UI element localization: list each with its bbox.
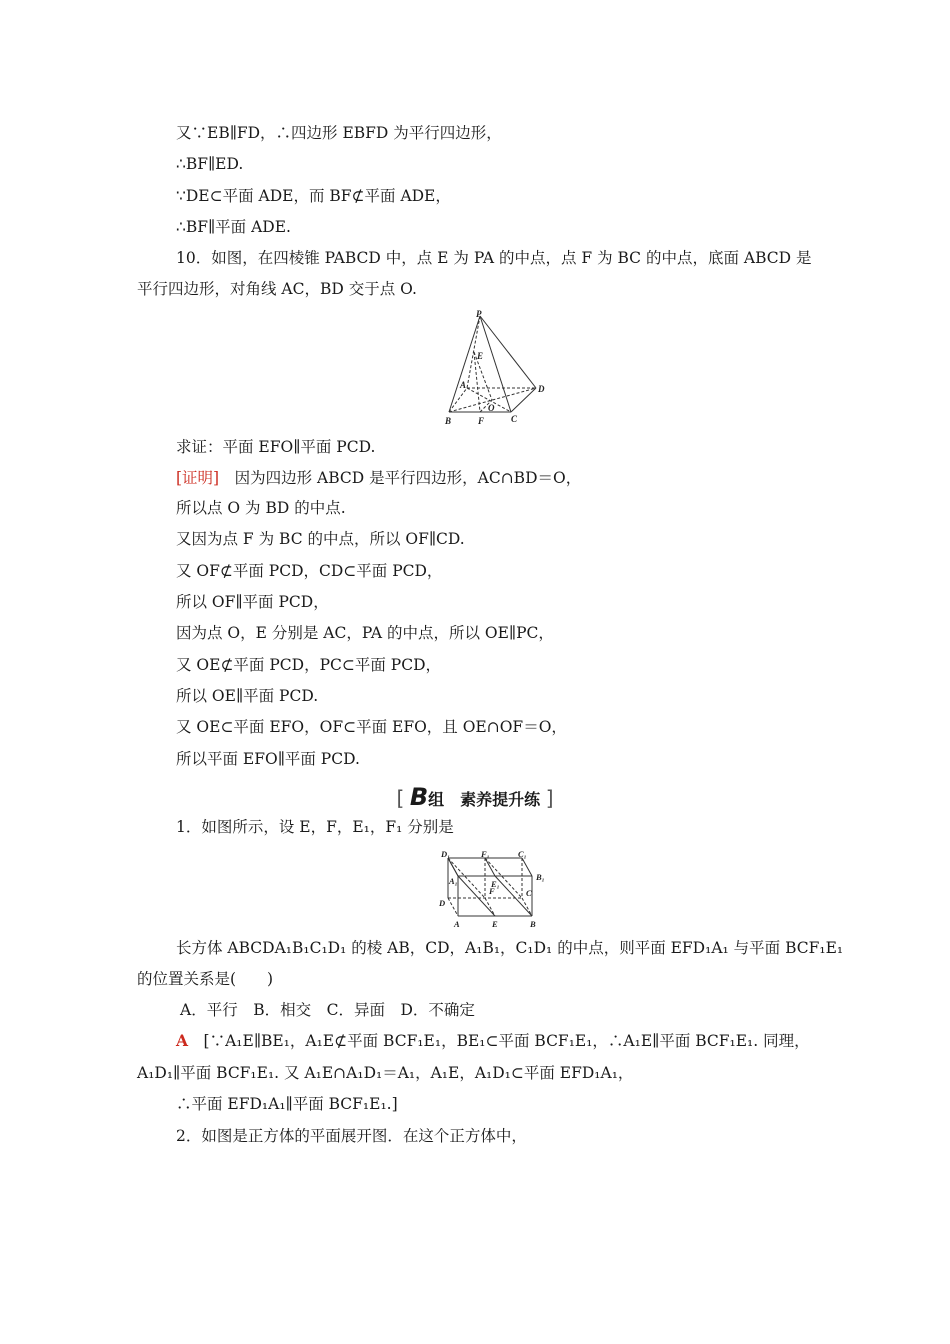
proof-line: 又 OF⊄平面 PCD，CD⊂平面 PCD， bbox=[176, 562, 443, 580]
text-line: 又∵EB∥FD，∴四边形 EBFD 为平行四边形， bbox=[176, 124, 502, 142]
answer-letter: A bbox=[176, 1031, 189, 1050]
label-B: B bbox=[530, 919, 536, 929]
question-2-intro: 2．如图是正方体的平面展开图．在这个正方体中， bbox=[176, 1127, 527, 1145]
section-letter: B bbox=[409, 783, 429, 811]
explanation-line bbox=[176, 1030, 810, 1052]
problem-10-statement: 10．如图，在四棱锥 PABCD 中，点 E 为 PA 的中点，点 F 为 BC 的中点，底面 ABCD 是 bbox=[176, 249, 812, 267]
proof-line: 所以 OE∥平面 PCD. bbox=[176, 687, 319, 705]
problem-10-statement-cont: 平行四边形，对角线 AC，BD 交于点 O. bbox=[137, 280, 417, 298]
label-B: B bbox=[445, 416, 452, 426]
proof-tag: [证明] bbox=[176, 469, 220, 487]
label-A: A bbox=[460, 380, 467, 390]
question-1-body-cont: 的位置关系是( ) bbox=[137, 970, 274, 988]
label-A: A bbox=[454, 919, 460, 929]
explanation-line: A₁D₁∥平面 BCF₁E₁. 又 A₁E∩A₁D₁＝A₁，A₁E，A₁D₁⊂平面 EFD₁A₁， bbox=[137, 1064, 634, 1082]
label-D: D bbox=[439, 898, 446, 908]
text-line: ∵DE⊂平面 ADE，而 BF⊄平面 ADE， bbox=[176, 187, 451, 205]
proof-line: 所以点 O 为 BD 的中点. bbox=[176, 499, 346, 517]
answer-options: A．平行 B．相交 C．异面 D．不确定 bbox=[180, 1001, 475, 1019]
explanation-text: [∵A₁E∥BE₁，A₁E⊄平面 BCF₁E₁，BE₁⊂平面 BCF₁E₁，∴A₁E∥平面 BCF₁E₁. 同理， bbox=[203, 1032, 810, 1050]
text-line: ∴BF∥平面 ADE. bbox=[176, 218, 291, 236]
label-C: C bbox=[511, 414, 518, 424]
cuboid-figure bbox=[436, 848, 556, 930]
bracket-open: [ bbox=[396, 786, 405, 810]
label-P: P bbox=[476, 309, 482, 319]
question-1-body: 长方体 ABCDA₁B₁C₁D₁ 的棱 AB，CD，A₁B₁，C₁D₁ 的中点，则平面 EFD₁A₁ 与平面 BCF₁E₁ bbox=[176, 939, 844, 957]
label-B1: B₁ bbox=[536, 872, 545, 882]
label-F: F bbox=[478, 416, 485, 426]
label-E: E bbox=[477, 351, 484, 361]
label-A1: A₁ bbox=[449, 876, 458, 886]
label-D: D bbox=[538, 384, 545, 394]
section-heading-b bbox=[0, 783, 950, 811]
proof-line: 又因为点 F 为 BC 的中点，所以 OF∥CD. bbox=[176, 530, 465, 548]
proof-text: 因为四边形 ABCD 是平行四边形，AC∩BD＝O， bbox=[234, 469, 582, 487]
proof-line: 又 OE⊄平面 PCD，PC⊂平面 PCD， bbox=[176, 656, 441, 674]
label-E: E bbox=[492, 919, 498, 929]
explanation-line: ∴平面 EFD₁A₁∥平面 BCF₁E₁.] bbox=[176, 1095, 398, 1113]
proof-line: 因为点 O，E 分别是 AC，PA 的中点，所以 OE∥PC， bbox=[176, 624, 554, 642]
question-1-intro: 1．如图所示，设 E，F，E₁，F₁ 分别是 bbox=[176, 818, 454, 836]
proof-line: 又 OE⊂平面 EFO，OF⊂平面 EFO，且 OE∩OF＝O， bbox=[176, 718, 567, 736]
label-F1: F₁ bbox=[481, 849, 490, 859]
prove-statement: 求证：平面 EFO∥平面 PCD. bbox=[176, 438, 376, 456]
label-C1: C₁ bbox=[518, 849, 527, 859]
label-D1: D₁ bbox=[441, 849, 451, 859]
section-label: 组 素养提升练 bbox=[428, 790, 541, 809]
text-line: ∴BF∥ED. bbox=[176, 155, 244, 173]
label-C: C bbox=[526, 888, 532, 898]
proof-line: 所以平面 EFO∥平面 PCD. bbox=[176, 750, 360, 768]
pyramid-figure bbox=[440, 308, 552, 430]
label-O: O bbox=[488, 403, 495, 413]
proof-line: 所以 OF∥平面 PCD， bbox=[176, 593, 329, 611]
proof-line bbox=[176, 467, 581, 489]
label-E1: E₁ bbox=[491, 879, 500, 889]
label-F: F bbox=[489, 886, 495, 896]
bracket-close: ] bbox=[545, 786, 554, 810]
